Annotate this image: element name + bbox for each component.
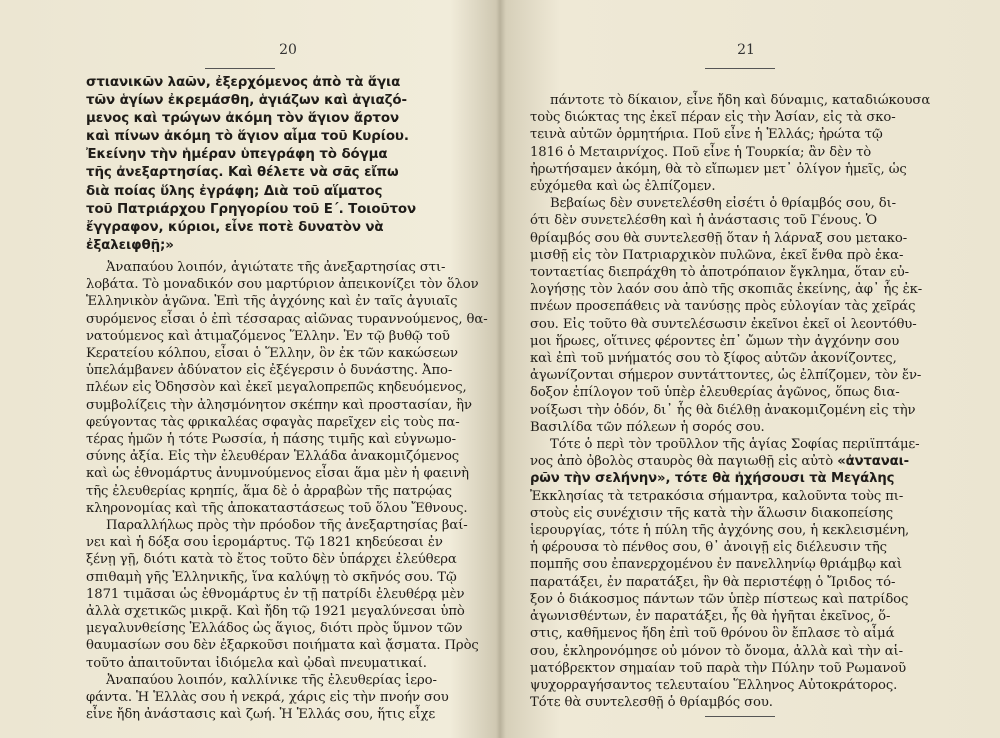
paragraph [530, 436, 922, 470]
text-line: μεγαλυνθείσης Ἑλλάδος ὡς ἅγιος, διότι πρὸς ὕμνον τῶν [86, 621, 463, 637]
page-number-left: 20 [279, 42, 297, 58]
text-line: ἀλλὰ σχετικῶς μικρᾷ. Καὶ ἤδη τῷ 1921 μεγαλύνεσαι ὑπὸ [86, 604, 465, 619]
left-page-text [86, 74, 488, 723]
right-page-text [530, 92, 931, 711]
text-line: κληρονομίας καὶ τῆς ἀποκαταστάσεως τοῦ ὅλου Ἔθνους. [86, 500, 468, 516]
text-line: στις, καθῆμενος ἤδη ἐπὶ τοῦ θρόνου ὃν ἔπλασε τὸ αἷμά [530, 626, 895, 642]
text-line: τεινὰ αὐτῶν ὁρμητήρια. Ποῦ εἶνε ἡ Ἑλλάς; ἠρώτα τῷ [530, 127, 883, 143]
text-line: μισθῇ εἰς τὸν Πατριαρχικὸν πυλῶνα, ἐκεῖ ἔνθα πρὸ ἑκα- [530, 247, 904, 263]
text-line: δοξον ἐπίλογον τοῦ ὑπὲρ ἐλευθερίας ἀγῶνος, ὅπως δια- [530, 385, 900, 401]
text-line: Τότε ὁ περὶ τὸν τροῦλλον τῆς ἁγίας Σοφίας περιϊπτάμε- [550, 437, 920, 453]
text-line: τοὺς διώκτας της ἐκεῖ πέραν εἰς τὴν Ἀσίαν, εἰς τὰ σκο- [530, 110, 896, 126]
text-line: πομπῆς σου ἐπανερχομένου ἐν πανελληνίῳ θριάμβῳ καὶ [530, 557, 902, 573]
text-line: παρατάξει, ἐν παρατάξει, ἣν θὰ περιστέφῃ ὁ Ἴριδος τό- [530, 574, 896, 590]
text-line: ότι δὲν συνετελέσθη καὶ ἡ ἀνάστασις τοῦ Γένους. Ὁ [530, 213, 878, 229]
text-line: στοὺς εἰς συνέχισιν τῆς κατὰ τὴν ἅλωσιν διακοπείσης [530, 505, 893, 521]
bold-quotation [86, 74, 472, 255]
text-line: σύνης ἀξία. Εἰς τὴν ἐλευθέραν Ἑλλάδα ἀνακομιζόμενος [86, 449, 460, 465]
text-line: μοι ἥρωες, οἵτινες φέροντες ἐπ᾽ ὤμων τὴν ἀγχόνην σου [530, 333, 900, 349]
text-line: σπιθαμὴ γῆς Ἑλληνικῆς, ἵνα καλύψῃ τὸ σκῆνός σου. Τῷ [86, 569, 457, 585]
text-line: πλέων εἰς Ὀδησσὸν καὶ ἐκεῖ μεγαλοπρεπῶς κηδευόμενος, [86, 380, 467, 396]
text-line: καὶ ὡς ἐθνομάρτυς ἀνυμνούμενος εἶσαι ἅμα μὲν ἡ φαεινὴ [86, 466, 469, 482]
text-line: Βασιλίδα τῶν πόλεων ἡ σορός σου. [530, 419, 765, 435]
left-paragraphs [86, 259, 488, 723]
text-line: Ἐκκλησίας τὰ τετρακόσια σήμαντρα, καλοῦντα τοὺς πι- [530, 488, 904, 504]
text-line: φάντα. Ἡ Ἑλλὰς σου ἡ νεκρά, χάρις εἰς τὴν πνοήν σου [86, 690, 449, 706]
text-line: ἀγωνισθέντων, ἐν παρατάξει, ἧς θὰ ἡγῆται ἐκεῖνος, ὅ- [530, 609, 891, 625]
text-line: συρόμενος εἶσαι ὁ ἐπὶ τέσσαρας αἰῶνας τυραννούμενος, θα- [86, 311, 488, 327]
text-line: ψυχορραγήσαντος τελευταίου Ἕλληνος Αὐτοκράτορος. [530, 677, 898, 693]
header-rule-left [205, 68, 275, 69]
paragraph [530, 92, 931, 195]
text-line: ἠρωτήσαμεν ἀκόμη, θὰ τὸ εἴπωμεν μετ᾽ ὀλίγον ἡμεῖς, ὡς [530, 161, 907, 177]
text-line: ἱερουργίας, τότε ἡ πύλη τῆς ἀγχόνης σου, ἡ κεκλεισμένη, [530, 523, 910, 539]
text-line: σου. Εἰς τοῦτο θὰ συντελέσωσιν ἐκεῖνοι ἐκεῖ οἱ λεοντόθυ- [530, 316, 917, 332]
text-line: συμβολίζεις τὴν ἀλησμόνητον σκέπην καὶ προστασίαν, ἣν [86, 397, 472, 413]
text-line: πάντοτε τὸ δίκαιον, εἶνε ἤδη καὶ δύναμις, καταδιώκουσα [550, 93, 931, 108]
text-line: θαυμασίων σου δὲν ἐξαρκοῦσι ποιήματα καὶ ᾄσματα. Πρὸς [86, 638, 479, 654]
text-line: Ἀναπαύου λοιπόν, ἁγιώτατε τῆς ἀνεξαρτησίας στι- [106, 259, 446, 275]
text-line: ὑπελάμβανεν ἀδύνατον εἰς ἐξέγερσιν ὁ δυνάστης. Ἀπο- [86, 363, 453, 379]
text-line: 1871 τιμᾶσαι ὡς ἐθνομάρτυς ἐν τῇ πατρίδι ἐλευθέρᾳ μὲν [86, 586, 465, 602]
text-line: πνέων προσεπάθεις νὰ τανύσῃς πρὸς εὐλογίαν τὰς χεῖράς [530, 299, 916, 315]
text-line: νει καὶ ἡ δόξα σου ἱερομάρτυς. Τῷ 1821 κηδεύεσαι ἐν [86, 535, 443, 551]
text-line: νος ἀπὸ ὀβολὸς σταυρὸς θὰ παγιωθῇ εἰς αὐτὸ «ἀνταναι- [530, 454, 909, 470]
text-line: καὶ ἐπὶ τοῦ μνήματός σου τὸ ξίφος αὐτῶν ἀκονίζοντες, [530, 351, 897, 367]
text-line: Ἀναπαύου λοιπόν, καλλίνικε τῆς ἐλευθερίας ἱερο- [106, 672, 437, 688]
text-line: μενος καὶ τρώγων ἀκόμη τὸν ἅγιον ἄρτον [86, 111, 399, 127]
paragraph [86, 517, 479, 672]
right-paragraphs [530, 92, 931, 711]
paragraph [530, 470, 922, 711]
text-line: τοῦ Πατριάρχου Γρηγορίου τοῦ Ε΄. Τοιοῦτον [86, 201, 417, 217]
text-line: λοβάτα. Τὸ μοναδικόν σου μαρτύριον ἀπεικονίζει τὸν ὅλον [86, 277, 479, 293]
text-line: τονταετίας διεπράχθη τὸ ἀποτρόπαιον ἔγκλημα, ὅταν εὐ- [530, 265, 910, 281]
text-line: νοίξωσι τὴν ὁδόν, δι᾽ ἧς θὰ διέλθῃ ἀνακομιζομένη εἰς τὴν [530, 402, 916, 418]
text-line: ματόβρεκτον σημαίαν τοῦ παρὰ τὴν Πύλην τοῦ Ρωμανοῦ [530, 660, 907, 676]
text-line: φεύγοντας τὰς φρικαλέας σφαγὰς παρεῖχεν εἰς τοὺς πα- [86, 414, 460, 430]
text-line: εἶνε ἤδη ἀνάστασις καὶ ζωή. Ἡ Ἑλλάς σου, ἥτις εἶχε [86, 707, 436, 723]
text-line: ἀγωνίζονται σήμερον συντάττοντες, ὡς ἐλπίζομεν, τὸν ἔν- [530, 368, 922, 384]
text-line: Κερατείου κόλπου, εἶσαι ὁ Ἕλλην, ὃν ἐκ τῶν κακώσεων [86, 345, 458, 361]
text-line: ἡ φέρουσα τὸ πένθος σου, θ᾽ ἀνοιγῇ εἰς διέλευσιν τῆς [530, 540, 887, 556]
paragraph [530, 195, 922, 436]
text-line: ρῶν τὴν σελήνην», τότε θὰ ἠχήσουσι τὰ Μεγάλης [530, 471, 895, 487]
text-line: τέρας ἡμῶν ἡ τότε Ρωσσία, ἡ πάσης τιμῆς καὶ εὐγνωμο- [86, 431, 456, 447]
text-line: ξένῃ γῇ, διότι κατὰ τὸ ἔτος τοῦτο δὲν ὑπάρχει ἐλεύθερα [86, 552, 457, 568]
paragraph [86, 259, 488, 517]
text-line: τῆς ἀνεξαρτησίας. Καὶ θέλετε νὰ σᾶς εἴπω [86, 165, 399, 181]
text-line: λογήσῃς τὸν λαόν σου ἀπὸ τῆς σκοπιᾶς ἐκείνης, ἀφ᾽ ἧς ἐκ- [530, 282, 923, 298]
inline-bold-quote: «ἀνταναι- [837, 454, 909, 470]
right-page [500, 0, 1000, 738]
text-line: ἔγγραφον, κύριοι, εἶνε ποτὲ δυνατὸν νὰ [86, 219, 384, 235]
text-line: ἐξαλειφθῇ;» [86, 237, 174, 253]
paragraph [86, 672, 472, 724]
text-line: θρίαμβός σου θὰ συντελεσθῇ ὅταν ἡ λάρναξ σου μετακο- [530, 230, 908, 246]
text-line: τῆς ἐλευθερίας κρηπίς, ἅμα δὲ ὁ ἀρραβὼν τῆς πατρῴας [86, 483, 452, 499]
text-line: Βεβαίως δὲν συνετελέσθη εἰσέτι ὁ θρίαμβός σου, δι- [550, 196, 897, 212]
text-line: διὰ ποίας ὕλης ἐγράφη; Διὰ τοῦ αἵματος [86, 183, 383, 199]
text-line: Ἑλληνικὸν ἀγῶνα. Ἐπὶ τῆς ἀγχόνης καὶ ἐν ταῖς ἀγυιαῖς [86, 294, 458, 310]
text-line: Τότε θὰ συντελεσθῇ ὁ θρίαμβός σου. [530, 695, 773, 711]
text-line: στιανικῶν λαῶν, ἐξερχόμενος ἀπὸ τὰ ἅγια [86, 75, 401, 90]
text-line: Παραλλήλως πρὸς τὴν πρόοδον τῆς ἀνεξαρτησίας βαί- [106, 517, 468, 533]
text-line: καὶ πίνων ἀκόμη τὸ ἅγιον αἷμα τοῦ Κυρίου. [86, 129, 409, 145]
text-line: τοῦτο ἀπαιτοῦνται ἰδιόμελα καὶ ᾠδαὶ πνευματικαί. [86, 655, 427, 671]
text-line: 1816 ὁ Μεταιρνίχος. Ποῦ εἶνε ἡ Τουρκία; ἂν δὲν τὸ [530, 144, 872, 160]
text-line: σου, ἐκληρονόμησε οὐ μόνον τὸ ὄνομα, ἀλλὰ καὶ τὴν αἱ- [530, 643, 903, 659]
text-line: νατούμενος καὶ ἀτιμαζόμενος Ἕλλην. Ἐν τῷ βυθῷ τοῦ [86, 328, 450, 344]
text-line: Ἐκείνην τὴν ἡμέραν ὑπεγράφη τὸ δόγμα [86, 147, 388, 163]
text-line: εὐχόμεθα καὶ ὡς ἐλπίζομεν. [530, 179, 716, 195]
footer-rule-right [705, 716, 775, 717]
page-number-right: 21 [737, 42, 755, 58]
text-line: τῶν ἁγίων ἐκρεμάσθη, ἁγιάζων καὶ ἁγιαζό- [86, 93, 407, 109]
text-line: ξον ὁ διάκοσμος πάντων τῶν ὑπὲρ πίστεως καὶ πατρίδος [530, 591, 909, 607]
header-rule-right [705, 68, 775, 69]
